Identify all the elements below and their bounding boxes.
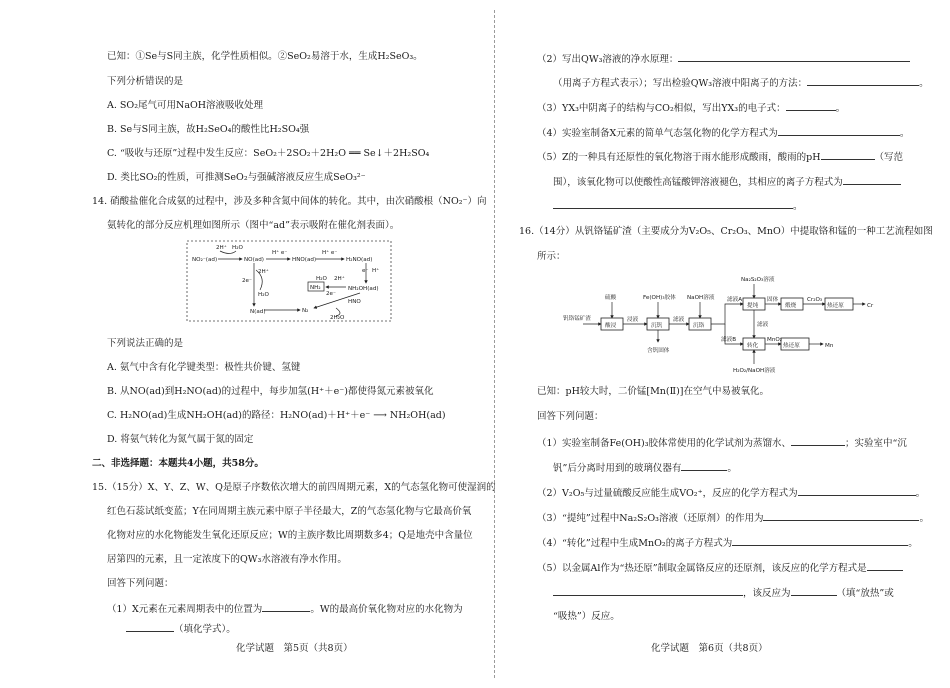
- label-top-2h: 2H⁺: [216, 245, 227, 251]
- q16-5-blank-3[interactable]: [791, 586, 837, 596]
- q15-2-line1: [537, 52, 910, 66]
- flow-naoh: NaOH溶液: [687, 295, 715, 301]
- q15-5-blank-3[interactable]: [553, 199, 793, 209]
- q16-5-text-b: ，该反应为: [743, 588, 791, 599]
- q14-prompt: 下列说法正确的是: [107, 338, 184, 349]
- footer-left: 化学试题 第5页（共8页）: [236, 643, 353, 654]
- flow-ore: 钒铬锰矿渣: [563, 316, 591, 322]
- diagram-frame: [187, 241, 391, 321]
- q14-option-a: A. 氨气中含有化学键类型：极性共价键、氢键: [107, 362, 301, 373]
- q15-5-blank-2[interactable]: [843, 175, 901, 185]
- label-c-2e: 2e⁻: [326, 291, 336, 297]
- answer-prompt-left: 回答下列问题：: [107, 578, 174, 589]
- q15-5-text-a: （5）Z的一种具有还原性的氧化物溶于雨水能形成酸雨，酸雨的pH: [537, 152, 821, 163]
- q13-option-d: D. 类比SO₂的性质，可推测SeO₂与强碱溶液反应生成SeO₃²⁻: [107, 172, 366, 183]
- q16-5-blank-2[interactable]: [553, 586, 743, 596]
- q15-stem-line4: 居第四的元素，且一定浓度下的QW₃水溶液有净水作用。: [107, 554, 347, 565]
- q13-option-a: A. SO₂尾气可用NaOH溶液吸收处理: [107, 100, 264, 111]
- q15-2-blank-1[interactable]: [678, 52, 910, 62]
- q15-3-line: （3）YX₃中阴离子的结构与CO₂相似，写出YX₃的电子式： 。: [537, 103, 846, 114]
- q15-2-blank-2[interactable]: [807, 76, 919, 86]
- q15-2-text-a: （2）写出QW₃溶液的净水原理：: [537, 54, 679, 65]
- flow-filtrate-mid: 滤液: [673, 317, 685, 323]
- q15-4-line: （4）实验室制备X元素的简单气态氢化物的化学方程式为 。: [537, 128, 910, 139]
- q15-5-line1: [537, 150, 903, 164]
- label-h2no-ad: H₂NO(ad): [346, 257, 373, 263]
- q15-stem-line2: 红色石蕊试纸变蓝；Y在同周期主族元素中原子半径最大，Z的气态氢化物与它最高价氧: [107, 506, 472, 517]
- flow-acid-leach: 酸浸: [605, 323, 617, 329]
- q13-prompt: 下列分析错误的是: [107, 76, 184, 87]
- q15-2-line2: （用离子方程式表示）；写出检验QW₃溶液中阳离子的方法： 。: [553, 78, 929, 89]
- q16-3-line: （3）“提纯”过程中Na₂S₂O₃溶液（还原剂）的作用为 。: [537, 513, 929, 524]
- q16-2-blank[interactable]: [798, 486, 916, 496]
- q15-5-line3: 。: [553, 199, 803, 213]
- label-no-ad: NO(ad): [244, 257, 264, 263]
- q16-stem-line1: 16.（14分）从钒铬锰矿渣（主要成分为V₂O₅、Cr₂O₃、MnO）中提取铬和锰的一种工艺流程如图: [519, 226, 933, 237]
- q16-stem-line2: 所示：: [537, 251, 566, 262]
- q14-stem-line2: 氨转化的部分反应机理如图所示（图中“ad”表示吸附在催化剂表面）。: [107, 220, 400, 231]
- label-r-h: H⁺: [372, 268, 380, 274]
- flow-cr2o3: Cr₂O₃: [807, 297, 823, 303]
- process-flow-diagram: [561, 272, 891, 380]
- flow-filtrate-b: 滤液B: [721, 337, 737, 343]
- flow-solid-v: 含钒固体: [647, 348, 670, 354]
- flow-filtrate-a: 滤液A: [727, 297, 743, 303]
- q15-stem-line3: 化物对应的水化物能发生氧化还原反应；W的主族序数比周期数多4；Q是地壳中含量位: [107, 530, 473, 541]
- section-title: 二、非选择题：本题共4小题，共58分。: [92, 458, 264, 469]
- q15-4-blank[interactable]: [778, 126, 900, 136]
- q15-5-text-c: 围），该氧化物可以使酸性高锰酸钾溶液褪色，其相应的离子方程式为: [553, 177, 843, 188]
- q16-5-line2: [553, 586, 894, 600]
- q16-1-line1: [537, 436, 907, 450]
- q16-1-blank-2[interactable]: [681, 461, 727, 471]
- label-hno-ad: HNO(ad): [292, 257, 317, 263]
- flow-mno2: MnO₂: [767, 337, 783, 343]
- flow-cr: Cr: [867, 303, 874, 309]
- q16-1-text-a: （1）实验室制备Fe(OH)₃胶体常使用的化学试剂为蒸馏水、: [537, 438, 792, 449]
- label-top-h2o: H₂O: [232, 245, 243, 251]
- flow-reduce-mn: 热还原: [783, 343, 800, 349]
- q14-option-d: D. 将氨气转化为氮气属于氮的固定: [107, 434, 254, 445]
- label-r-e: e⁻: [362, 268, 369, 274]
- q14-stem-line1: 14. 硝酸盐催化合成氨的过程中，涉及多种含氮中间体的转化。其中，由次硝酸根（NO₂⁻）向: [92, 196, 487, 207]
- label-n-ad: N(ad): [250, 309, 266, 315]
- q15-1-blank-1[interactable]: [262, 602, 310, 612]
- q15-1-line2: [126, 622, 236, 636]
- q13-option-b: B. Se与S同主族，故H₂SeO₄的酸性比H₂SO₄强: [107, 124, 310, 135]
- q15-3-blank[interactable]: [786, 101, 836, 111]
- flow-settle-cr: 沉铬: [693, 323, 705, 329]
- q16-5-line3: “吸热”）反应。: [553, 611, 620, 622]
- q16-5-text-c: （填“放热”或: [836, 588, 894, 599]
- label-hno-free: HNO: [348, 299, 361, 305]
- label-bottom-2h2o: 2H₂O: [330, 315, 345, 321]
- flow-settle-v: 沉钒: [651, 323, 663, 329]
- q14-option-c: C. H₂NO(ad)生成NH₂OH(ad)的路径：H₂NO(ad)＋H⁺＋e⁻ ⟶ NH₂OH(ad): [107, 410, 446, 421]
- q16-1-text-c: 钒”后分离时用到的玻璃仪器有: [553, 463, 682, 474]
- flow-h2o2-naoh: H₂O₂/NaOH溶液: [733, 368, 776, 374]
- q16-4-text: （4）“转化”过程中生成MnO₂的离子方程式为: [537, 538, 733, 549]
- q16-2-text: （2）V₂O₅与过量硫酸反应能生成VO₂⁺，反应的化学方程式为: [537, 488, 798, 499]
- label-c-2h: 2H⁺: [334, 276, 345, 282]
- footer-right: 化学试题 第6页（共8页）: [651, 643, 768, 654]
- page-divider: [494, 10, 495, 678]
- q16-3-blank[interactable]: [763, 511, 919, 521]
- q14-option-b: B. 从NO(ad)到H₂NO(ad)的过程中，每步加氢(H⁺＋e⁻)都使得氮元素被氧化: [107, 386, 434, 397]
- flow-purify: 提纯: [747, 303, 759, 309]
- q16-5-line1: [537, 561, 903, 575]
- q15-5-text-b: （写范: [874, 152, 904, 163]
- q16-1-line2: 钒”后分离时用到的玻璃仪器有 。: [553, 463, 737, 474]
- q15-stem-line1: 15.（15分）X、Y、Z、W、Q是原子序数依次增大的前四周期元素，X的气态氢化物可使湿润的: [92, 482, 496, 493]
- label-h-e-1: H⁺ e⁻: [272, 250, 288, 256]
- q16-2-line: （2）V₂O₅与过量硫酸反应能生成VO₂⁺，反应的化学方程式为 。: [537, 488, 926, 499]
- q15-5-blank-1[interactable]: [821, 150, 875, 160]
- q15-1-text-a: （1）X元素在元素周期表中的位置为: [107, 604, 263, 615]
- q16-3-text: （3）“提纯”过程中Na₂S₂O₃溶液（还原剂）的作用为: [537, 513, 764, 524]
- flow-leach-liquid: 浸液: [627, 317, 639, 323]
- q15-1-line: [107, 602, 463, 616]
- q16-1-text-b: ；实验室中“沉: [845, 438, 907, 449]
- q16-1-blank-1[interactable]: [791, 436, 845, 446]
- label-no2-ad: NO₂⁻(ad): [192, 257, 218, 263]
- label-left-2e: 2e⁻: [242, 278, 252, 284]
- flow-convert: 转化: [747, 343, 759, 349]
- q15-3-text: （3）YX₃中阴离子的结构与CO₂相似，写出YX₃的电子式：: [537, 103, 786, 114]
- q15-2-text-b: （用离子方程式表示）；写出检验QW₃溶液中阳离子的方法：: [553, 78, 808, 89]
- label-mid-2h: 2H⁺: [258, 269, 269, 275]
- q16-4-line: （4）“转化”过程中生成MnO₂的离子方程式为 。: [537, 538, 918, 549]
- answer-prompt-right: 回答下列问题：: [537, 411, 604, 422]
- flow-na2s2o3: Na₂S₂O₃溶液: [741, 277, 775, 283]
- q13-option-c: C. “吸收与还原”过程中发生反应：SeO₂＋2SO₂＋2H₂O ══ Se↓＋2H₂SO₄: [107, 148, 430, 159]
- reaction-mechanism-diagram: [186, 240, 392, 322]
- flow-solid: 固体: [767, 297, 779, 303]
- label-n2: N₂: [302, 308, 309, 314]
- flow-h2so4: 硫酸: [605, 295, 617, 301]
- q16-4-blank[interactable]: [732, 536, 908, 546]
- q15-4-text: （4）实验室制备X元素的简单气态氢化物的化学方程式为: [537, 128, 778, 139]
- label-h-e-2: H⁺ e⁻: [322, 250, 338, 256]
- label-mid-h2o: H₂O: [258, 292, 269, 298]
- known-info-16: 已知：pH较大时，二价锰[Mn(Ⅱ)]在空气中易被氧化。: [537, 386, 769, 397]
- q16-5-blank-1[interactable]: [867, 561, 903, 571]
- flow-filtrate: 滤液: [757, 322, 769, 328]
- known-info-13: 已知：①Se与S同主族，化学性质相似。②SeO₂易溶于水，生成H₂SeO₃。: [107, 51, 423, 62]
- flow-mn: Mn: [825, 343, 834, 349]
- q16-5-text-a: （5）以金属Al作为“热还原”制取金属铬反应的还原剂，该反应的化学方程式是: [537, 563, 867, 574]
- q15-1-text-b: 。W的最高价氧化物对应的水化物为: [310, 604, 463, 615]
- flow-reduce-cr: 热还原: [827, 303, 844, 309]
- flow-calcine: 煅烧: [785, 303, 797, 309]
- flow-feoh3: Fe(OH)₃胶体: [643, 295, 676, 301]
- q15-1-blank-2[interactable]: [126, 622, 174, 632]
- label-nh2: NH₂: [310, 285, 321, 291]
- q15-5-line2: [553, 175, 901, 189]
- label-nh2oh-ad: NH₂OH(ad): [348, 286, 379, 292]
- label-c-h2o: H₂O: [316, 276, 327, 282]
- q15-1-text-c: （填化学式）。: [174, 624, 236, 635]
